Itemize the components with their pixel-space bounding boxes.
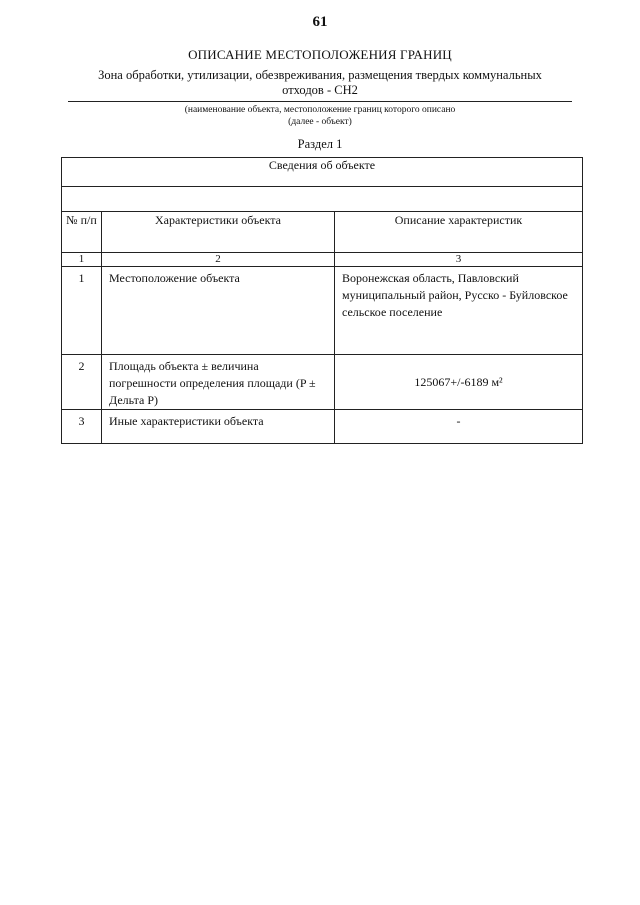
object-name	[80, 68, 560, 98]
column-number-1: 1	[62, 253, 102, 267]
column-header-characteristics: Характеристики объекта	[102, 212, 335, 253]
object-name-underline	[68, 101, 572, 102]
row-characteristic: Иные характеристики объекта	[102, 410, 335, 444]
column-header-number: № п/п	[62, 212, 102, 253]
table-row	[62, 267, 583, 355]
row-description: -	[335, 410, 583, 444]
row-number: 3	[62, 410, 102, 444]
page-number: 61	[312, 14, 328, 30]
table-header-row	[62, 158, 583, 187]
object-info-table	[61, 157, 583, 444]
object-name-line-1: Зона обработки, утилизации, обезвреживания, размещения твердых коммунальных	[98, 68, 542, 82]
object-name-line-2: отходов - СН2	[282, 83, 358, 97]
column-header-row	[62, 212, 583, 253]
section-title: Раздел 1	[297, 137, 343, 151]
object-name-caption	[0, 104, 640, 128]
table-row	[62, 410, 583, 444]
table-empty-row	[62, 187, 583, 212]
column-number-3: 3	[335, 253, 583, 267]
row-number: 1	[62, 267, 102, 355]
row-number: 2	[62, 355, 102, 410]
row-description: 125067+/-6189 м²	[335, 355, 583, 410]
row-characteristic: Местоположение объекта	[102, 267, 335, 355]
table-header: Сведения об объекте	[62, 158, 583, 187]
row-characteristic: Площадь объекта ± величина погрешности определения площади (P ± Дельта P)	[102, 355, 335, 410]
table-row	[62, 355, 583, 410]
caption-line-1: (наименование объекта, местоположение границ которого описано	[184, 105, 456, 115]
row-description: Воронежская область, Павловский муниципальный район, Русско - Буйловское сельское поселение	[335, 267, 583, 355]
document-title: ОПИСАНИЕ МЕСТОПОЛОЖЕНИЯ ГРАНИЦ	[188, 47, 452, 62]
column-number-2: 2	[102, 253, 335, 267]
column-number-row	[62, 253, 583, 267]
table-empty-cell	[62, 187, 583, 212]
caption-line-2: (далее - объект)	[288, 117, 352, 127]
column-header-description: Описание характеристик	[335, 212, 583, 253]
